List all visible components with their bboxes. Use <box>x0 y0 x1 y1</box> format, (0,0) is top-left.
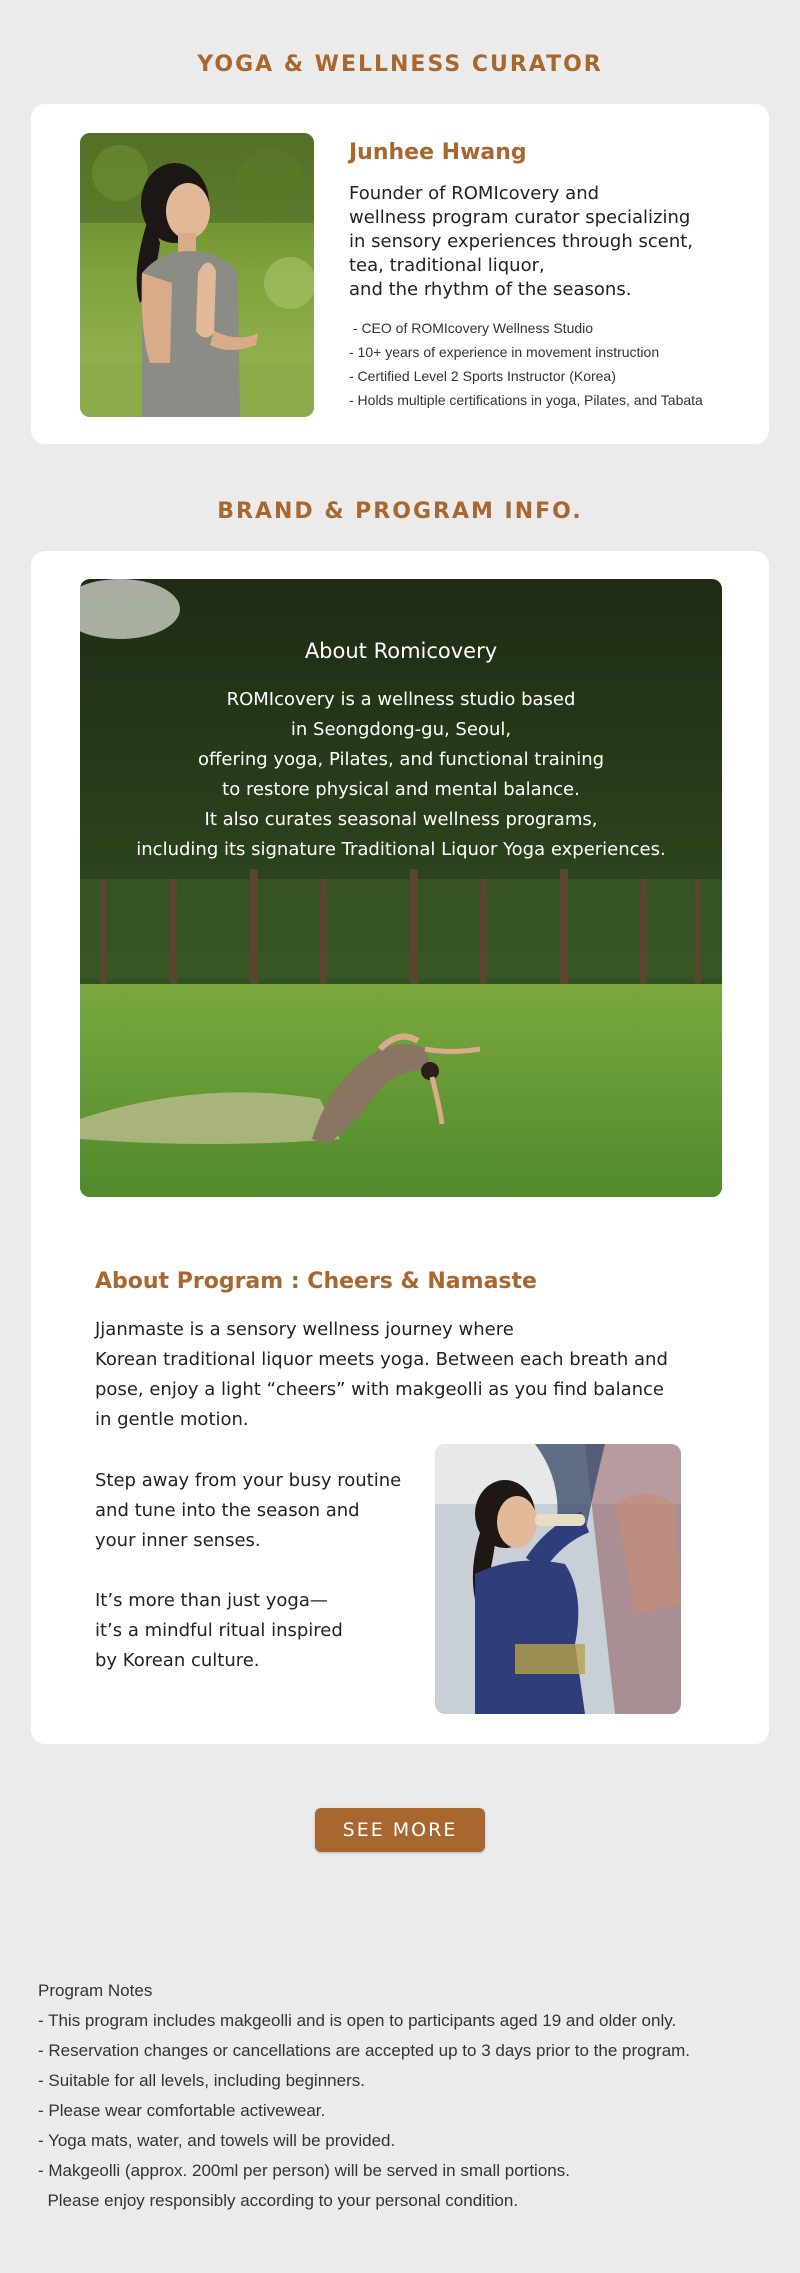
curator-intro-line: and the rhythm of the seasons. <box>349 279 632 300</box>
credential-item: - CEO of ROMIcovery Wellness Studio <box>349 320 594 336</box>
note-item: - Please wear comfortable activewear. <box>38 2101 326 2120</box>
note-item: - Yoga mats, water, and towels will be provided. <box>38 2131 396 2150</box>
program-line: in gentle motion. <box>95 1409 249 1430</box>
program-notes <box>38 1976 778 2216</box>
about-line: in Seongdong-gu, Seoul, <box>290 719 512 740</box>
credential-item: - 10+ years of experience in movement instruction <box>349 344 660 360</box>
program-line: it’s a mindful ritual inspired <box>95 1620 343 1641</box>
curator-portrait <box>80 133 314 417</box>
program-line: It’s more than just yoga— <box>95 1590 328 1611</box>
program-title: About Program : Cheers & Namaste <box>95 1269 537 1294</box>
program-line: pose, enjoy a light “cheers” with makgeolli as you find balance <box>95 1379 664 1400</box>
brand-heading: BRAND & PROGRAM INFO. <box>217 499 583 524</box>
curator-intro-line: Founder of ROMIcovery and <box>349 183 600 204</box>
about-line: to restore physical and mental balance. <box>222 779 580 800</box>
portrait-illustration <box>80 133 314 417</box>
about-title: About Romicovery <box>304 639 498 663</box>
program-photo <box>435 1444 681 1714</box>
credential-item: - Certified Level 2 Sports Instructor (Korea) <box>349 368 616 384</box>
program-line: Step away from your busy routine <box>95 1470 402 1491</box>
about-body <box>80 685 722 865</box>
program-photo-illustration <box>435 1444 681 1714</box>
note-item: Please enjoy responsibly according to your personal condition. <box>38 2191 519 2210</box>
note-item: - Makgeolli (approx. 200ml per person) will be served in small portions. <box>38 2161 570 2180</box>
curator-credentials <box>349 316 759 412</box>
program-line: and tune into the season and <box>95 1500 360 1521</box>
about-line: It also curates seasonal wellness programs, <box>204 809 598 830</box>
curator-card <box>31 104 769 444</box>
brand-card <box>31 551 769 1744</box>
about-line: ROMIcovery is a wellness studio based <box>226 689 576 710</box>
program-line: by Korean culture. <box>95 1650 260 1671</box>
program-line: Jjanmaste is a sensory wellness journey where <box>95 1319 514 1340</box>
curator-heading: YOGA & WELLNESS CURATOR <box>197 52 603 77</box>
program-paragraph <box>95 1315 668 1435</box>
program-paragraph <box>95 1466 401 1556</box>
curator-name: Junhee Hwang <box>349 140 527 165</box>
note-item: - Suitable for all levels, including beginners. <box>38 2071 365 2090</box>
note-item: - Reservation changes or cancellations are accepted up to 3 days prior to the program. <box>38 2041 691 2060</box>
notes-title: Program Notes <box>38 1981 153 2000</box>
program-line: Korean traditional liquor meets yoga. Between each breath and <box>95 1349 668 1370</box>
program-line: your inner senses. <box>95 1530 261 1551</box>
see-more-button[interactable]: SEE MORE <box>315 1808 485 1852</box>
about-line: including its signature Traditional Liquor Yoga experiences. <box>136 839 666 860</box>
about-overlay <box>80 639 722 865</box>
curator-intro-line: in sensory experiences through scent, <box>349 231 694 252</box>
curator-intro <box>349 182 749 302</box>
credential-item: - Holds multiple certifications in yoga, Pilates, and Tabata <box>349 392 703 408</box>
program-paragraph <box>95 1586 343 1676</box>
about-line: offering yoga, Pilates, and functional training <box>197 749 605 770</box>
note-item: - This program includes makgeolli and is open to participants aged 19 and older only. <box>38 2011 677 2030</box>
curator-intro-line: wellness program curator specializing <box>349 207 691 228</box>
curator-intro-line: tea, traditional liquor, <box>349 255 545 276</box>
park-photo <box>80 579 722 1197</box>
